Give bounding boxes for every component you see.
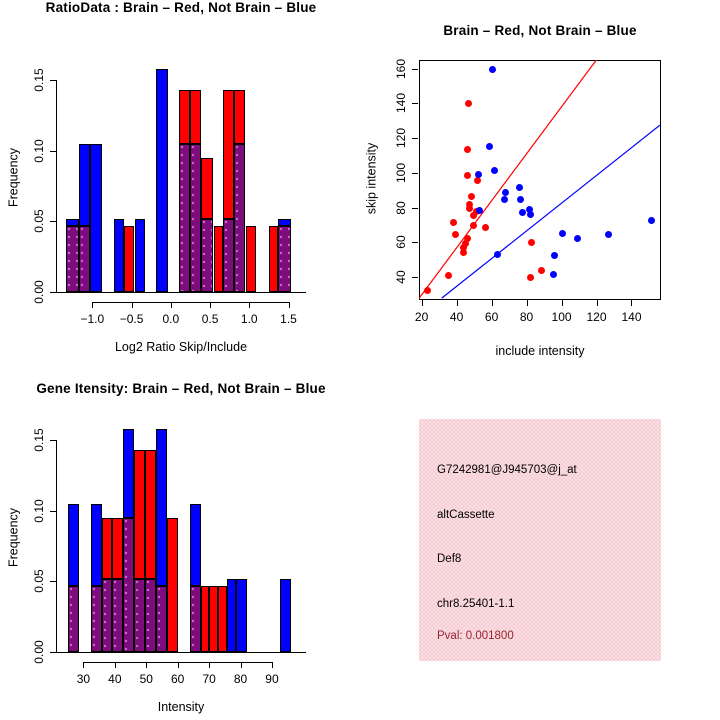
scatter-xlabel: include intensity	[495, 344, 585, 358]
y-tick-label: 0.05	[32, 209, 46, 234]
y-tick-label: 0.15	[32, 428, 46, 452]
info-locus: chr8.25401-1.1	[437, 598, 515, 610]
hist-bar-segment	[123, 429, 134, 518]
hist-bar-segment	[114, 219, 124, 292]
hist-bar-segment	[79, 144, 90, 226]
scatter-fit-lines	[419, 60, 660, 299]
scatter-point-blue	[517, 196, 524, 203]
hist-bar-segment	[156, 429, 167, 586]
hist-bar-segment	[209, 586, 218, 652]
ratio_hist-baseline	[57, 292, 306, 293]
hist-bar-segment	[201, 586, 210, 652]
x-tick-label: −0.5	[119, 312, 144, 326]
hist-bar-segment	[68, 504, 79, 586]
x-tick	[92, 302, 93, 308]
x-tick	[209, 662, 210, 668]
scatter-point-blue	[489, 66, 496, 73]
y-tick	[412, 242, 418, 243]
gene_hist-y-axis-line	[56, 440, 57, 653]
x-tick	[178, 662, 179, 668]
info-probe-id: G7242981@J945703@j_at	[437, 464, 577, 476]
x-tick-label: 100	[551, 310, 572, 324]
y-tick	[50, 511, 56, 512]
scatter-point-blue	[475, 171, 482, 178]
hist-bar-segment	[145, 579, 156, 652]
x-tick-label: −1.0	[80, 312, 105, 326]
scatter-point-blue	[559, 230, 566, 237]
y-tick	[412, 208, 418, 209]
x-tick	[422, 300, 423, 306]
gene_hist-baseline	[57, 652, 306, 653]
scatter-point-blue	[550, 271, 557, 278]
hist-bar-segment	[190, 144, 201, 292]
hist-bar-segment	[214, 226, 223, 292]
x-tick-label: 1.5	[280, 312, 297, 326]
scatter-point-blue	[551, 252, 558, 259]
x-tick-label: 90	[265, 672, 279, 686]
x-tick-label: 0.0	[162, 312, 180, 326]
x-tick	[272, 662, 273, 668]
ratio-histogram-xlabel: Log2 Ratio Skip/Include	[114, 340, 248, 354]
hist-bar-segment	[145, 450, 156, 579]
x-tick-label: 80	[233, 672, 248, 686]
y-tick-label: 0.00	[32, 640, 46, 664]
x-tick-label: 50	[139, 672, 153, 686]
scatter-point-red	[528, 239, 535, 246]
y-tick-label: 0.10	[32, 499, 46, 523]
y-tick	[412, 103, 418, 104]
x-tick-label: 80	[519, 310, 534, 324]
info-pvalue: Pval: 0.001800	[437, 630, 514, 642]
hist-bar-segment	[102, 579, 113, 652]
y-tick	[50, 80, 56, 81]
x-tick	[115, 662, 116, 668]
x-tick-label: 1.0	[240, 312, 258, 326]
y-tick	[412, 277, 418, 278]
x-tick	[132, 302, 133, 308]
hist-bar-segment	[156, 69, 169, 292]
hist-bar-segment	[112, 518, 123, 579]
scatter-point-red	[468, 193, 475, 200]
x-tick-label: 40	[449, 310, 464, 324]
hist-bar-segment	[223, 219, 234, 292]
x-tick-label: 140	[621, 310, 642, 324]
gene-histogram-title: Gene Itensity: Brain – Red, Not Brain – Blue	[36, 381, 326, 396]
x-tick-label: 60	[171, 672, 185, 686]
hist-bar-segment	[135, 219, 145, 292]
x-tick	[241, 662, 242, 668]
hist-bar-segment	[79, 226, 90, 292]
y-tick-label: 40	[394, 270, 408, 284]
scatter-point-red	[527, 274, 534, 281]
y-tick-label: 80	[394, 200, 408, 215]
hist-bar-segment	[246, 226, 255, 292]
scatter-point-red	[466, 205, 473, 212]
scatter-point-red	[474, 177, 481, 184]
hist-bar-segment	[236, 579, 247, 652]
hist-bar-segment	[201, 219, 213, 292]
y-tick	[50, 440, 56, 441]
hist-bar-segment	[190, 90, 201, 144]
x-tick	[210, 302, 211, 308]
x-tick	[527, 300, 528, 306]
scatter-point-blue	[574, 235, 581, 242]
x-tick	[597, 300, 598, 306]
gene-histogram-xlabel: Intensity	[157, 700, 205, 714]
y-tick-label: 0.00	[32, 280, 46, 304]
scatter-point-red	[452, 231, 459, 238]
y-tick-label: 0.10	[32, 139, 46, 163]
hist-bar-segment	[102, 518, 113, 579]
x-tick	[457, 300, 458, 306]
x-tick-label: 60	[484, 310, 499, 324]
y-tick-label: 60	[394, 235, 408, 249]
x-tick	[631, 300, 632, 306]
y-tick-label: 0.05	[32, 569, 46, 594]
y-tick	[50, 151, 56, 152]
y-tick	[50, 292, 56, 293]
hist-bar-segment	[156, 586, 167, 652]
y-tick	[412, 69, 418, 70]
x-tick-label: 40	[108, 672, 122, 686]
x-tick-label: 0.5	[201, 312, 219, 326]
y-tick-label: 160	[394, 58, 408, 79]
hist-bar-segment	[90, 144, 102, 292]
hist-bar-segment	[227, 579, 236, 652]
y-tick	[50, 581, 56, 582]
hist-bar-segment	[280, 579, 291, 652]
hist-bar-segment	[167, 518, 178, 652]
scatter-point-red	[445, 272, 452, 279]
scatter-title: Brain – Red, Not Brain – Blue	[443, 23, 637, 38]
hist-bar-segment	[112, 579, 123, 652]
gene-histogram-ylabel: Frequency	[6, 507, 21, 568]
y-tick-label: 140	[394, 93, 408, 114]
hist-bar-segment	[179, 90, 190, 144]
hist-bar-segment	[234, 144, 245, 292]
hist-bar-segment	[123, 518, 134, 652]
x-tick-label: 20	[414, 310, 429, 324]
y-tick	[412, 173, 418, 174]
hist-bar-segment	[91, 586, 102, 652]
hist-bar-segment	[218, 586, 227, 652]
scatter-point-blue	[527, 211, 534, 218]
hist-bar-segment	[134, 450, 145, 579]
x-tick	[83, 662, 84, 668]
y-tick-label: 0.15	[32, 68, 46, 92]
x-tick	[289, 302, 290, 308]
scatter-point-blue	[516, 184, 523, 191]
scatter-point-red	[464, 146, 471, 153]
scatter-point-red	[470, 222, 477, 229]
y-tick-label: 100	[394, 162, 408, 183]
hist-bar-segment	[91, 504, 102, 586]
info-gene-symbol: Def8	[437, 553, 462, 565]
hist-bar-segment	[278, 219, 291, 226]
hist-bar-segment	[269, 226, 278, 292]
hist-bar-segment	[66, 219, 79, 226]
hist-bar-segment	[201, 158, 213, 219]
hist-bar-segment	[134, 579, 145, 652]
x-tick	[171, 302, 172, 308]
ratio_hist-x-axis-line	[92, 302, 289, 303]
info-event-type: altCassette	[437, 509, 495, 521]
hist-bar-segment	[190, 586, 201, 652]
x-tick-label: 120	[586, 310, 607, 324]
scatter-ylabel: skip intensity	[364, 142, 379, 215]
x-tick	[249, 302, 250, 308]
brain-fit-line	[419, 60, 596, 298]
y-tick	[412, 138, 418, 139]
x-tick	[492, 300, 493, 306]
scatter-point-blue	[519, 209, 526, 216]
y-tick-label: 120	[394, 128, 408, 149]
x-tick-label: 30	[76, 672, 91, 686]
scatter-point-red	[465, 100, 472, 107]
ratio-histogram-ylabel: Frequency	[6, 147, 21, 208]
x-tick-label: 70	[202, 672, 216, 686]
y-tick	[50, 652, 56, 653]
hist-bar-segment	[223, 90, 234, 219]
ratio_hist-y-axis-line	[56, 80, 57, 293]
scatter-point-red	[464, 235, 471, 242]
gene-info-box	[419, 419, 661, 661]
hist-bar-segment	[278, 226, 291, 292]
hist-bar-segment	[68, 586, 79, 652]
hist-bar-segment	[179, 144, 190, 292]
hist-bar-segment	[66, 226, 79, 292]
ratio-histogram-title: RatioData : Brain – Red, Not Brain – Blue	[45, 0, 317, 15]
y-tick	[50, 221, 56, 222]
hist-bar-segment	[234, 90, 245, 144]
hist-bar-segment	[124, 226, 133, 292]
scatter-point-blue	[486, 143, 493, 150]
x-tick	[562, 300, 563, 306]
x-tick	[146, 662, 147, 668]
hist-bar-segment	[190, 504, 201, 586]
